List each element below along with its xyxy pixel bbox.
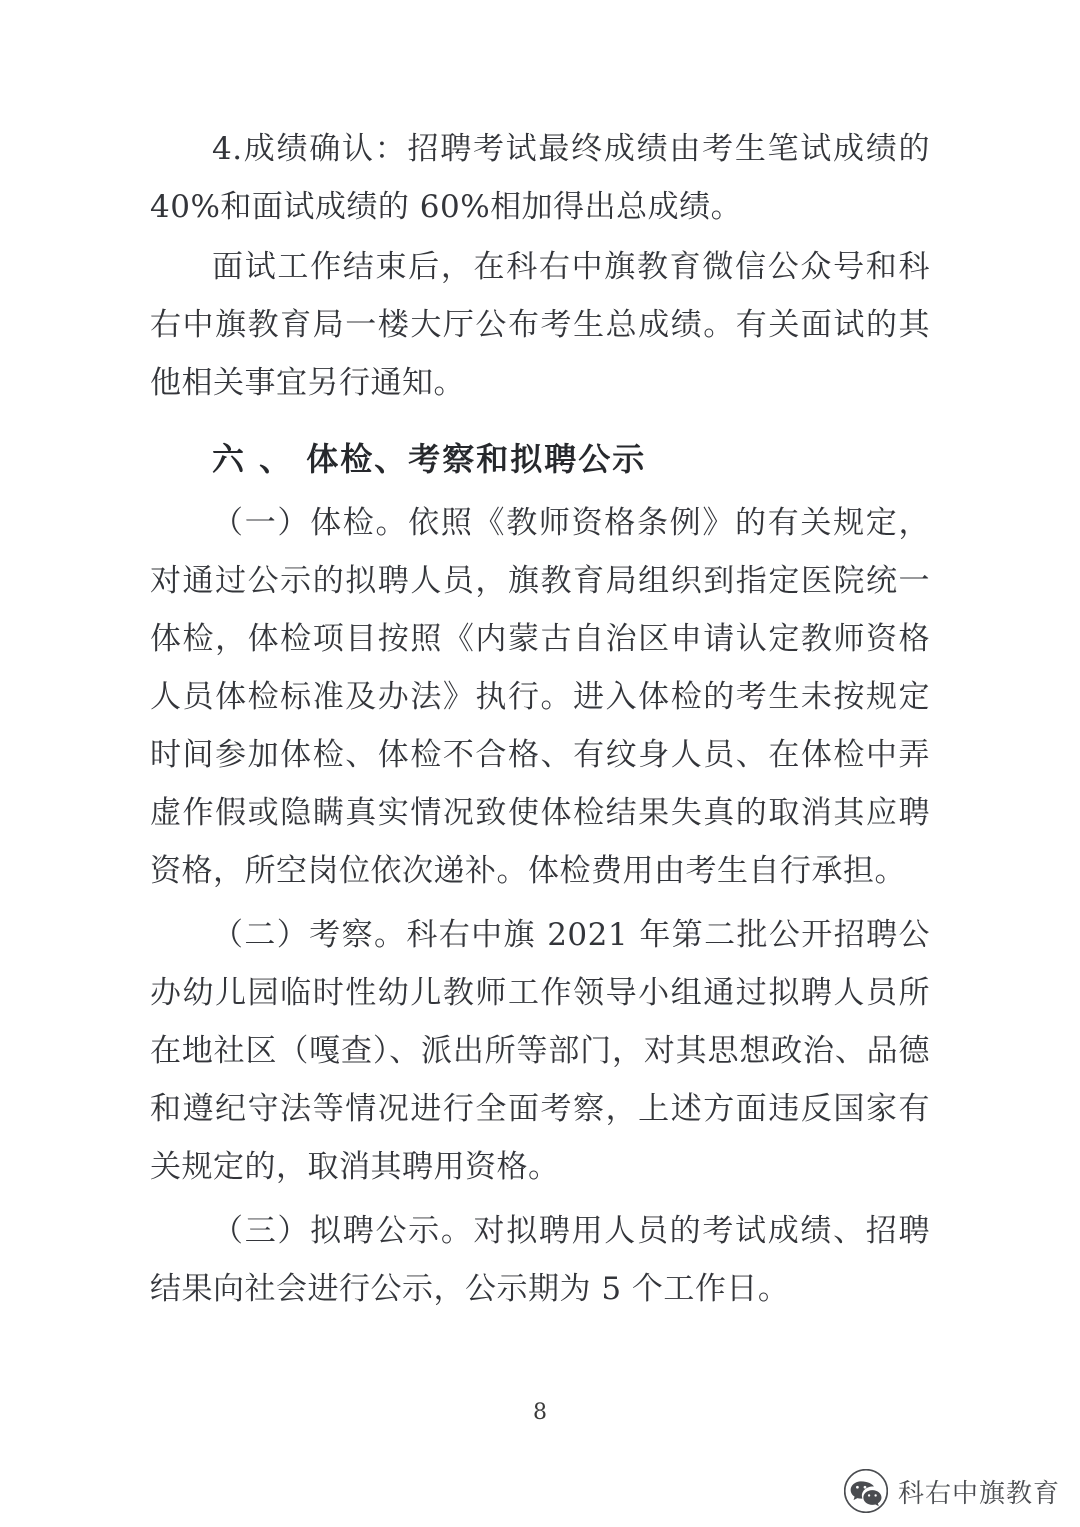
- paragraph-score-confirmation: 4.成绩确认：招聘考试最终成绩由考生笔试成绩的 40%和面试成绩的 60%相加得出总成绩。: [150, 131, 930, 225]
- paragraph-employment-publicity: （三）拟聘公示。对拟聘用人员的考试成绩、招聘结果向社会进行公示，公示期为 5 个工作日。: [150, 1213, 930, 1307]
- document-body: [150, 120, 930, 1318]
- page-number: 8: [533, 1400, 547, 1425]
- watermark-label: 科右中旗教育: [897, 1478, 1060, 1509]
- section-heading-six: 六 、 体检、考察和拟聘公示: [212, 440, 647, 478]
- paragraph-physical-examination: （一）体检。依照《教师资格条例》的有关规定，对通过公示的拟聘人员，旗教育局组织到指定医院统一体检，体检项目按照《内蒙古自治区申请认定教师资格人员体检标准及办法》执行。进入体检的考生未按规定时间参加体检、体检不合格、有纹身人员、在体检中弄虚作假或隐瞒真实情况致使体检结果失真的取消其应聘资格，所空岗位依次递补。体检费用由考生自行承担。: [150, 505, 930, 889]
- watermark: [844, 1469, 1060, 1513]
- paragraph-investigation: （二）考察。科右中旗 2021 年第二批公开招聘公办幼儿园临时性幼儿教师工作领导小组通过拟聘人员所在地社区（嘎查）、派出所等部门，对其思想政治、品德和遵纪守法等情况进行全面考察，上述方面违反国家有关规定的，取消其聘用资格。: [150, 917, 930, 1185]
- paragraph-interview-publication: 面试工作结束后，在科右中旗教育微信公众号和科右中旗教育局一楼大厅公布考生总成绩。有关面试的其他相关事宜另行通知。: [150, 249, 930, 401]
- wechat-official-account-icon: [844, 1469, 888, 1513]
